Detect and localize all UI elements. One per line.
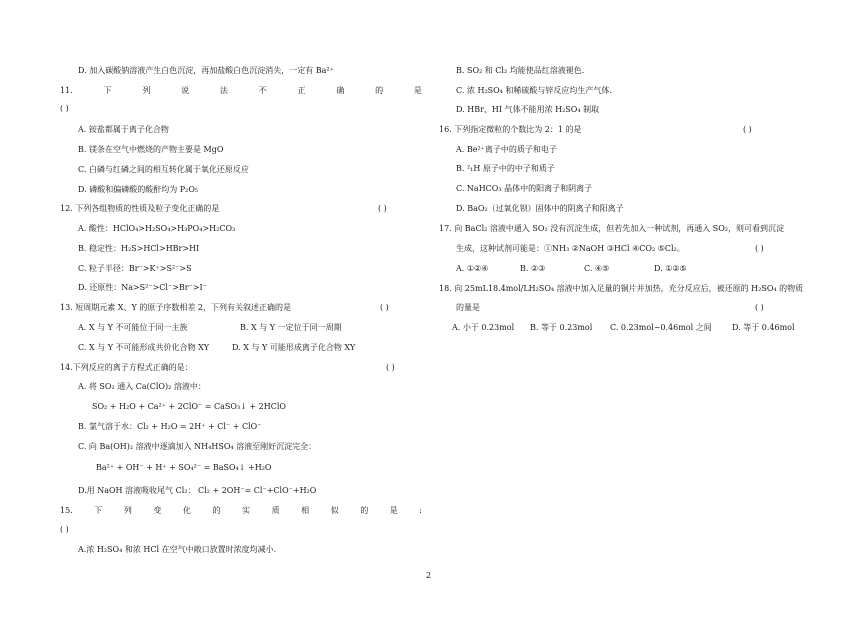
q12-option-a: A. 酸性：HClO₄>H₂SO₄>H₃PO₄>H₂CO₃: [78, 224, 236, 233]
q14-option-b: B. 氯气溶于水：Cl₂ + H₂O = 2H⁺ + Cl⁻ + ClO⁻: [78, 422, 262, 431]
q18-stem-line2: 的量是: [456, 303, 480, 312]
q15-answer-paren: ( ): [60, 525, 69, 534]
q18-choice-b: B. 等于 0.23mol: [530, 323, 593, 332]
q15-stem: 15. 下 列 变 化 的 实 质 相 似 的 是 :: [60, 506, 422, 515]
q11-option-c: C. 白磷与红磷之间的相互转化属于氧化还原反应: [78, 165, 249, 174]
q12-stem: 12. 下列各组物质的性质及粒子变化正确的是: [60, 204, 220, 213]
q15-option-c: C. 浓 H₂SO₄ 和稀硫酸与锌反应均生产气体.: [456, 86, 612, 95]
q14-option-a: A. 将 SO₂ 通入 Ca(ClO)₂ 溶液中：: [78, 382, 206, 391]
q15-option-b: B. SO₂ 和 Cl₂ 均能使品红溶液褪色.: [456, 66, 585, 75]
q17-choices: [456, 263, 687, 274]
q13-answer-paren: ( ): [380, 303, 389, 312]
q12-option-c: C. 粒子半径：Br⁻>K⁺>S²⁻>S: [78, 264, 192, 273]
q11-stem: 11. 下 列 说 法 不 正 确 的 是: [60, 86, 422, 95]
q17-choice-a: A. ①②④: [456, 264, 489, 273]
q17-choice-c: C. ④⑤: [584, 264, 610, 273]
q16-option-d: D. BaO₂（过氧化钡）固体中的阴离子和阳离子: [456, 204, 624, 213]
q18-choice-a: A. 小于 0.23mol: [452, 323, 515, 332]
q16-answer-paren: ( ): [743, 125, 752, 134]
q16-option-b: B. ²₁H 原子中的中子和质子: [456, 164, 555, 173]
q15-option-d: D. HBr、HI 气体不能用浓 H₂SO₄ 制取: [456, 105, 600, 114]
q12-answer-paren: ( ): [378, 204, 387, 213]
q13-stem: 13. 短周期元素 X、Y 的原子序数相差 2，下列有关叙述正确的是: [60, 303, 291, 312]
q11-answer-paren: ( ): [60, 104, 69, 113]
q13-option-a: A. X 与 Y 不可能位于同一主族: [78, 323, 188, 332]
q14-option-c: C. 向 Ba(OH)₂ 溶液中逐滴加入 NH₄HSO₄ 溶液至刚好沉淀完全：: [78, 442, 317, 451]
q18-choice-d: D. 等于 0.46mol: [732, 323, 795, 332]
q15-option-a: A.浓 H₂SO₄ 和浓 HCl 在空气中敞口放置时浓度均减小.: [78, 545, 277, 554]
q18-stem: 18. 向 25mL18.4mol/LH₂SO₄ 溶液中加入足量的铜片并加热，充分反应后，被还原的 H₂SO₄ 的物质: [439, 284, 804, 293]
q13-option-d: D. X 与 Y 可能形成离子化合物 XY: [232, 343, 356, 352]
q11-option-b: B. 镁条在空气中燃烧的产物主要是 MgO: [78, 145, 224, 154]
q13-option-c: C. X 与 Y 不可能形成共价化合物 XY: [78, 343, 210, 352]
q13-option-b: B. X 与 Y 一定位于同一周期: [240, 323, 342, 332]
q16-option-a: A. Be²⁺离子中的质子和电子: [456, 145, 557, 154]
q16-option-c: C. NaHCO₃ 晶体中的阳离子和阴离子: [456, 184, 593, 193]
q12-option-d: D. 还原性：Na>S²⁻>Cl⁻>Br⁻>I⁻: [78, 283, 207, 292]
q18-choice-c: C. 0.23mol~0.46mol 之间: [610, 323, 712, 332]
q11-option-d: D. 磷酸和偏磷酸的酸酐均为 P₂O₅: [78, 185, 199, 194]
q14-answer-paren: ( ): [386, 363, 395, 372]
q11-option-a: A. 铵盐都属于离子化合物: [78, 125, 169, 134]
q17-choice-b: B. ②③: [520, 264, 546, 273]
q14-stem: 14.下列反应的离子方程式正确的是：: [60, 363, 193, 372]
page-number: 2: [426, 571, 432, 580]
q10-option-d: D. 加入碳酸钠溶液产生白色沉淀，再加盐酸白色沉淀消失，一定有 Ba²⁺: [78, 66, 334, 75]
q17-stem-line2: 生成，这种试剂可能是：①NH₃ ②NaOH ③HCl ④CO₂ ⑤Cl₂。: [456, 244, 685, 253]
q18-answer-paren: ( ): [755, 303, 764, 312]
q14-option-c-equation: Ba²⁺ + OH⁻ + H⁺ + SO₄²⁻ = BaSO₄↓ +H₂O: [96, 463, 272, 472]
q14-option-a-equation: SO₂ + H₂O + Ca²⁺ + 2ClO⁻ = CaSO₃↓ + 2HClO: [92, 402, 286, 411]
q18-choices: [452, 322, 795, 333]
q17-stem: 17. 向 BaCl₂ 溶液中通入 SO₂ 没有沉淀生成，但若先加入一种试剂，再通入 SO₂，则可看到沉淀: [439, 224, 785, 233]
q14-option-d: D.用 NaOH 溶液吸收尾气 Cl₂： Cl₂ + 2OH⁻= Cl⁻+ClO⁻+H₂O: [78, 486, 317, 495]
q12-option-b: B. 稳定性：H₂S>HCl>HBr>HI: [78, 244, 200, 253]
q17-choice-d: D. ①②⑤: [654, 264, 687, 273]
q17-answer-paren: ( ): [755, 244, 764, 253]
q16-stem: 16. 下列指定微粒的个数比为 2：1 的是: [439, 125, 582, 134]
